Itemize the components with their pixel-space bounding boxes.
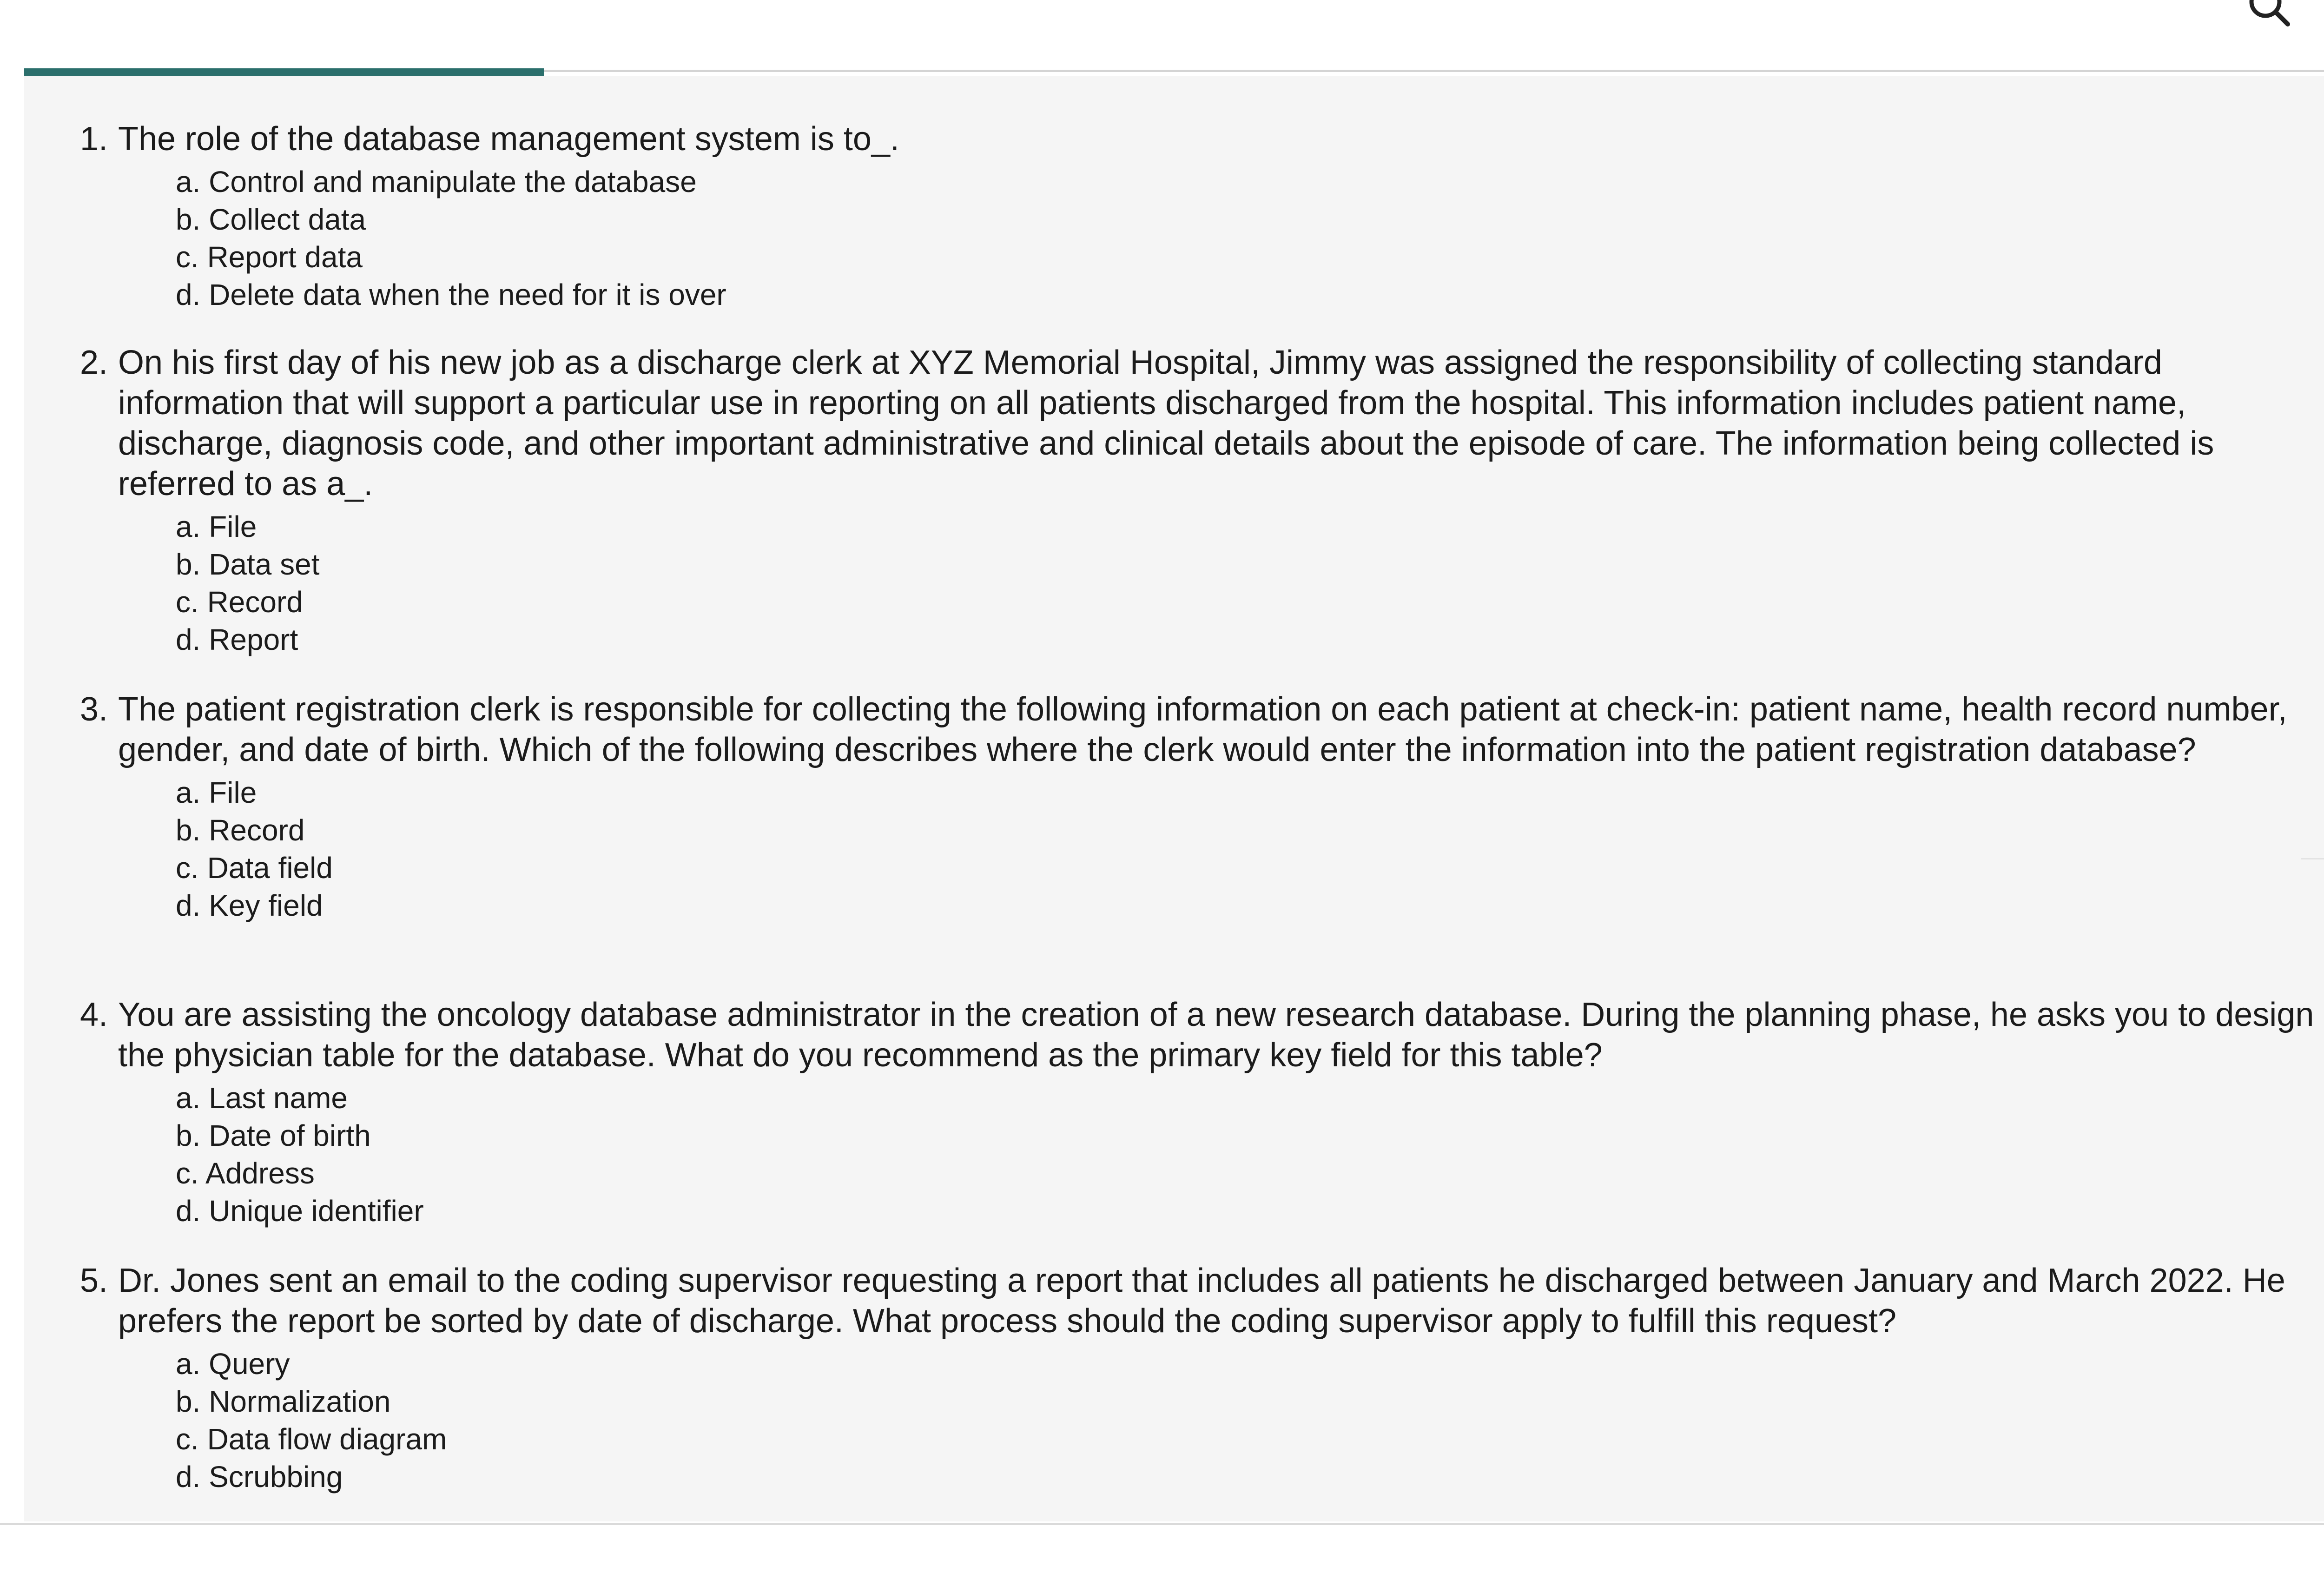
footer-divider	[0, 1523, 2324, 1525]
question-number: 4.	[80, 996, 108, 1033]
question-text: The patient registration clerk is responsible for collecting the following information on each patient at check-in: patient name, health record number, gender, and date of birth. Which of the following describes where the clerk would enter the information into the patient registration database?	[118, 691, 2287, 768]
top-toolbar	[0, 0, 2324, 70]
option-b: b. Record	[176, 813, 305, 847]
question-number: 1.	[80, 120, 108, 158]
page-marker-rule	[2301, 858, 2324, 859]
question-item	[80, 119, 2324, 314]
option-d: d. Report	[176, 623, 298, 656]
search-icon[interactable]	[2245, 0, 2291, 28]
reading-progress-bar	[24, 68, 544, 76]
option-b: b. Date of birth	[176, 1119, 371, 1152]
question-text: The role of the database management system is to_.	[118, 120, 899, 158]
question-item	[80, 343, 2324, 659]
option-list	[80, 1079, 2324, 1230]
option-b: b. Collect data	[176, 203, 366, 236]
option-d: d. Unique identifier	[176, 1194, 424, 1228]
option-c: c. Data flow diagram	[176, 1422, 447, 1456]
question-number: 3.	[80, 691, 108, 728]
option-d: d. Scrubbing	[176, 1460, 343, 1494]
option-list	[80, 774, 2324, 925]
question-number: 5.	[80, 1262, 108, 1299]
option-a: a. File	[176, 510, 257, 543]
question-text: On his first day of his new job as a discharge clerk at XYZ Memorial Hospital, Jimmy was assigned the responsibility of collecting standard information that will support a particular use in reporting on all patients discharged from the hospital. This information includes patient name, discharge, diagnosis code, and other important administrative and clinical details about the episode of care. The information being collected is referred to as a_.	[118, 344, 2214, 502]
option-a: a. Last name	[176, 1081, 348, 1115]
option-d: d. Key field	[176, 889, 323, 922]
option-d: d. Delete data when the need for it is over	[176, 278, 726, 311]
option-list	[80, 508, 2324, 659]
option-a: a. Query	[176, 1347, 290, 1381]
question-text: You are assisting the oncology database administrator in the creation of a new research database. During the planning phase, he asks you to design the physician table for the database. What do you recommend as the primary key field for this table?	[118, 996, 2314, 1074]
option-b: b. Data set	[176, 548, 320, 581]
option-c: c. Report data	[176, 240, 363, 274]
option-list	[80, 1345, 2324, 1496]
question-item	[80, 995, 2324, 1230]
option-c: c. Record	[176, 585, 303, 619]
question-number: 2.	[80, 344, 108, 381]
option-b: b. Normalization	[176, 1385, 391, 1418]
question-panel	[24, 76, 2324, 1521]
option-c: c. Address	[176, 1157, 315, 1190]
option-c: c. Data field	[176, 851, 333, 885]
question-item	[80, 689, 2324, 925]
question-item	[80, 1261, 2324, 1496]
question-text: Dr. Jones sent an email to the coding supervisor requesting a report that includes all patients he discharged between January and March 2022. He prefers the report be sorted by date of discharge. What process should the coding supervisor apply to fulfill this request?	[118, 1262, 2285, 1340]
option-list	[80, 163, 2324, 314]
option-a: a. File	[176, 776, 257, 809]
option-a: a. Control and manipulate the database	[176, 165, 697, 198]
